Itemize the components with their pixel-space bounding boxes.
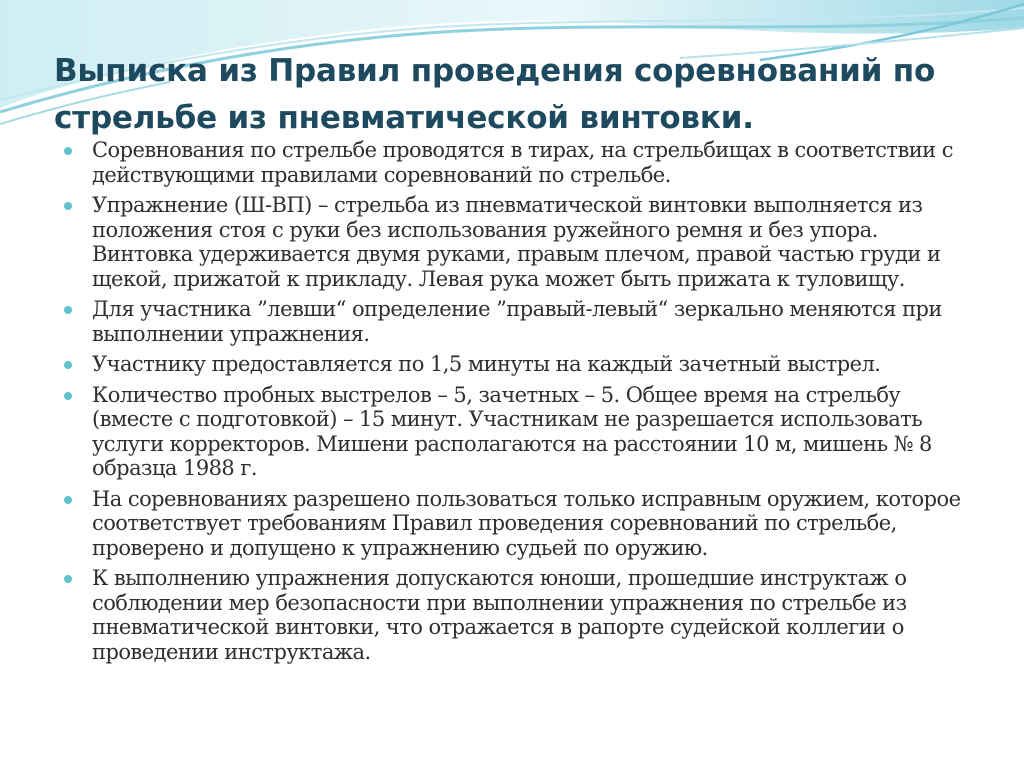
bullet-text: На соревнованиях разрешено пользоваться только исправным оружием, которое соответствует требованиям Правил проведения соревнований по стрельбе, проверено и допущено к упражнению судьей по оружию. [92,486,961,560]
bullet-dot-icon [64,306,72,314]
bullet-text: Для участника ”левши“ определение ”правый-левый“ зеркально меняются при выполнении упражнения. [92,297,942,346]
bullet-item [64,297,964,346]
bullet-dot-icon [64,147,72,155]
bullet-item [64,193,964,291]
bullet-text: Участнику предоставляется по 1,5 минуты на каждый зачетный выстрел. [92,352,881,376]
bullet-text: Упражнение (Ш-ВП) – стрельба из пневматической винтовки выполняется из положения стоя с руки без использования ружейного ремня и без упора. Винтовка удерживается двумя руками, правым плечом, правой частью груди и щекой, прижатой к прикладу. Левая рука может быть прижата к туловищу. [92,193,941,291]
bullet-dot-icon [64,361,72,369]
bullet-dot-icon [64,392,72,400]
bullet-text: Соревнования по стрельбе проводятся в тирах, на стрельбищах в соответствии с действующими правилами соревнований по стрельбе. [92,138,953,187]
bullet-text: К выполнению упражнения допускаются юноши, прошедшие инструктаж о соблюдении мер безопасности при выполнении упражнения по стрельбе из пневматической винтовки, что отражается в рапорте судейской коллегии о проведении инструктажа. [92,566,907,664]
bullet-item [64,487,964,561]
bullet-item [64,566,964,664]
bullet-dot-icon [64,202,72,210]
bullet-dot-icon [64,496,72,504]
bullet-list [64,138,964,670]
bullet-item [64,138,964,187]
slide-title: Выписка из Правил проведения соревнований по стрельбе из пневматической винтовки. [54,53,936,136]
bullet-item [64,383,964,481]
bullet-dot-icon [64,575,72,583]
bullet-item [64,352,964,377]
bullet-text: Количество пробных выстрелов – 5, зачетных – 5. Общее время на стрельбу (вместе с подготовкой) – 15 минут. Участникам не разрешается использовать услуги корректоров. Мишени располагаются на расстоянии 10 м, мишень № 8 образца 1988 г. [92,382,932,480]
